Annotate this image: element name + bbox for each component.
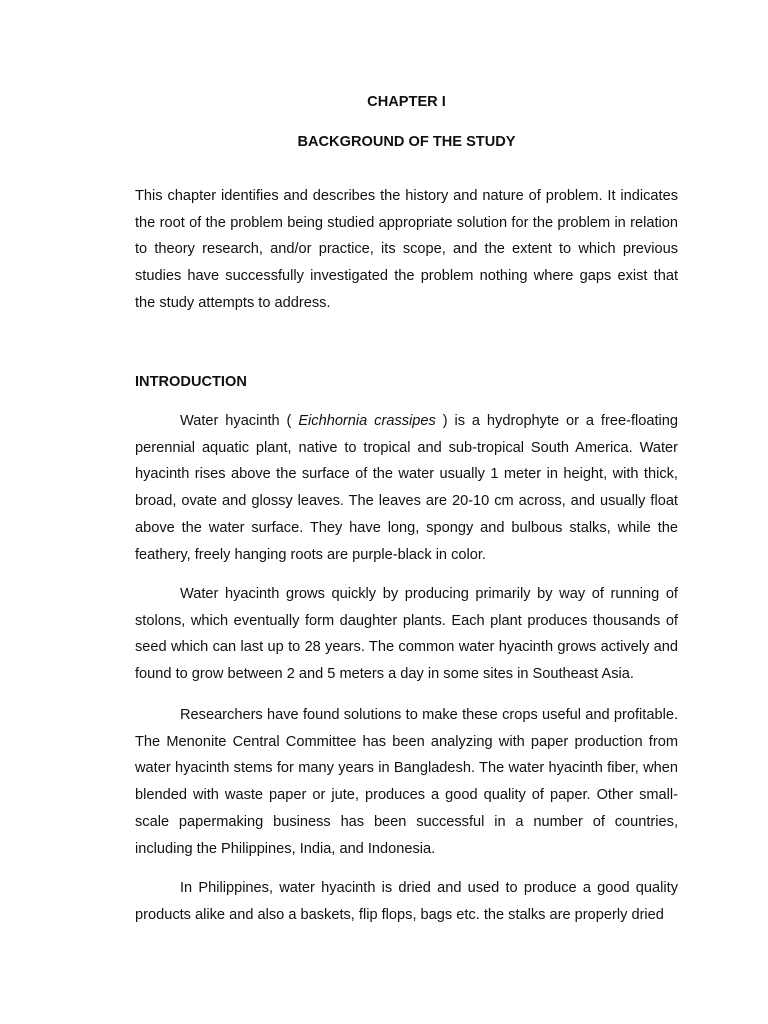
section-heading-introduction: INTRODUCTION bbox=[135, 374, 247, 390]
paragraph-text: ) is a hydrophyte or a free-floating perennial aquatic plant, native to tropical and sub-tropical South America. Water hyacinth rises above the surface of the water usually 1 meter in height, with thick, broad, ovate and glossy leaves. The leaves are 20-10 cm across, and usually float above the water surface. They have long, spongy and bulbous stalks, while the feathery, freely hanging roots are purple-black in color. bbox=[135, 413, 679, 563]
chapter-intro-paragraph: This chapter identifies and describes the history and nature of problem. It indicates the root of the problem being studied appropriate solution for the problem in relation to theory research, and/or practice, its scope, and the extent to which previous studies have successfully investigated the problem nothing where gaps exist that the study attempts to address. bbox=[135, 188, 678, 311]
paragraph-water-hyacinth-description bbox=[135, 408, 678, 568]
chapter-title: CHAPTER I bbox=[367, 94, 446, 110]
paragraph-growth: Water hyacinth grows quickly by producing primarily by way of running of stolons, which eventually form daughter plants. Each plant produces thousands of seed which can last up to 28 years. The common water hyacinth grows actively and found to grow between 2 and 5 meters a day in some sites in Southeast Asia. bbox=[135, 586, 678, 683]
chapter-subtitle: BACKGROUND OF THE STUDY bbox=[297, 134, 516, 150]
paragraph-philippines: In Philippines, water hyacinth is dried and used to produce a good quality products alike and also a baskets, flip flops, bags etc. the stalks are properly dried bbox=[135, 880, 678, 923]
paragraph-text: Water hyacinth ( bbox=[180, 413, 299, 429]
paragraph-research: Researchers have found solutions to make these crops useful and profitable. The Menonite Central Committee has been analyzing with paper production from water hyacinth stems for many years in Bangladesh. The water hyacinth fiber, when blended with waste paper or jute, produces a good quality of paper. Other small-scale papermaking business has been successful in a number of countries, including the Philippines, India, and Indonesia. bbox=[135, 707, 678, 857]
scientific-name: Eichhornia crassipes bbox=[298, 413, 436, 429]
